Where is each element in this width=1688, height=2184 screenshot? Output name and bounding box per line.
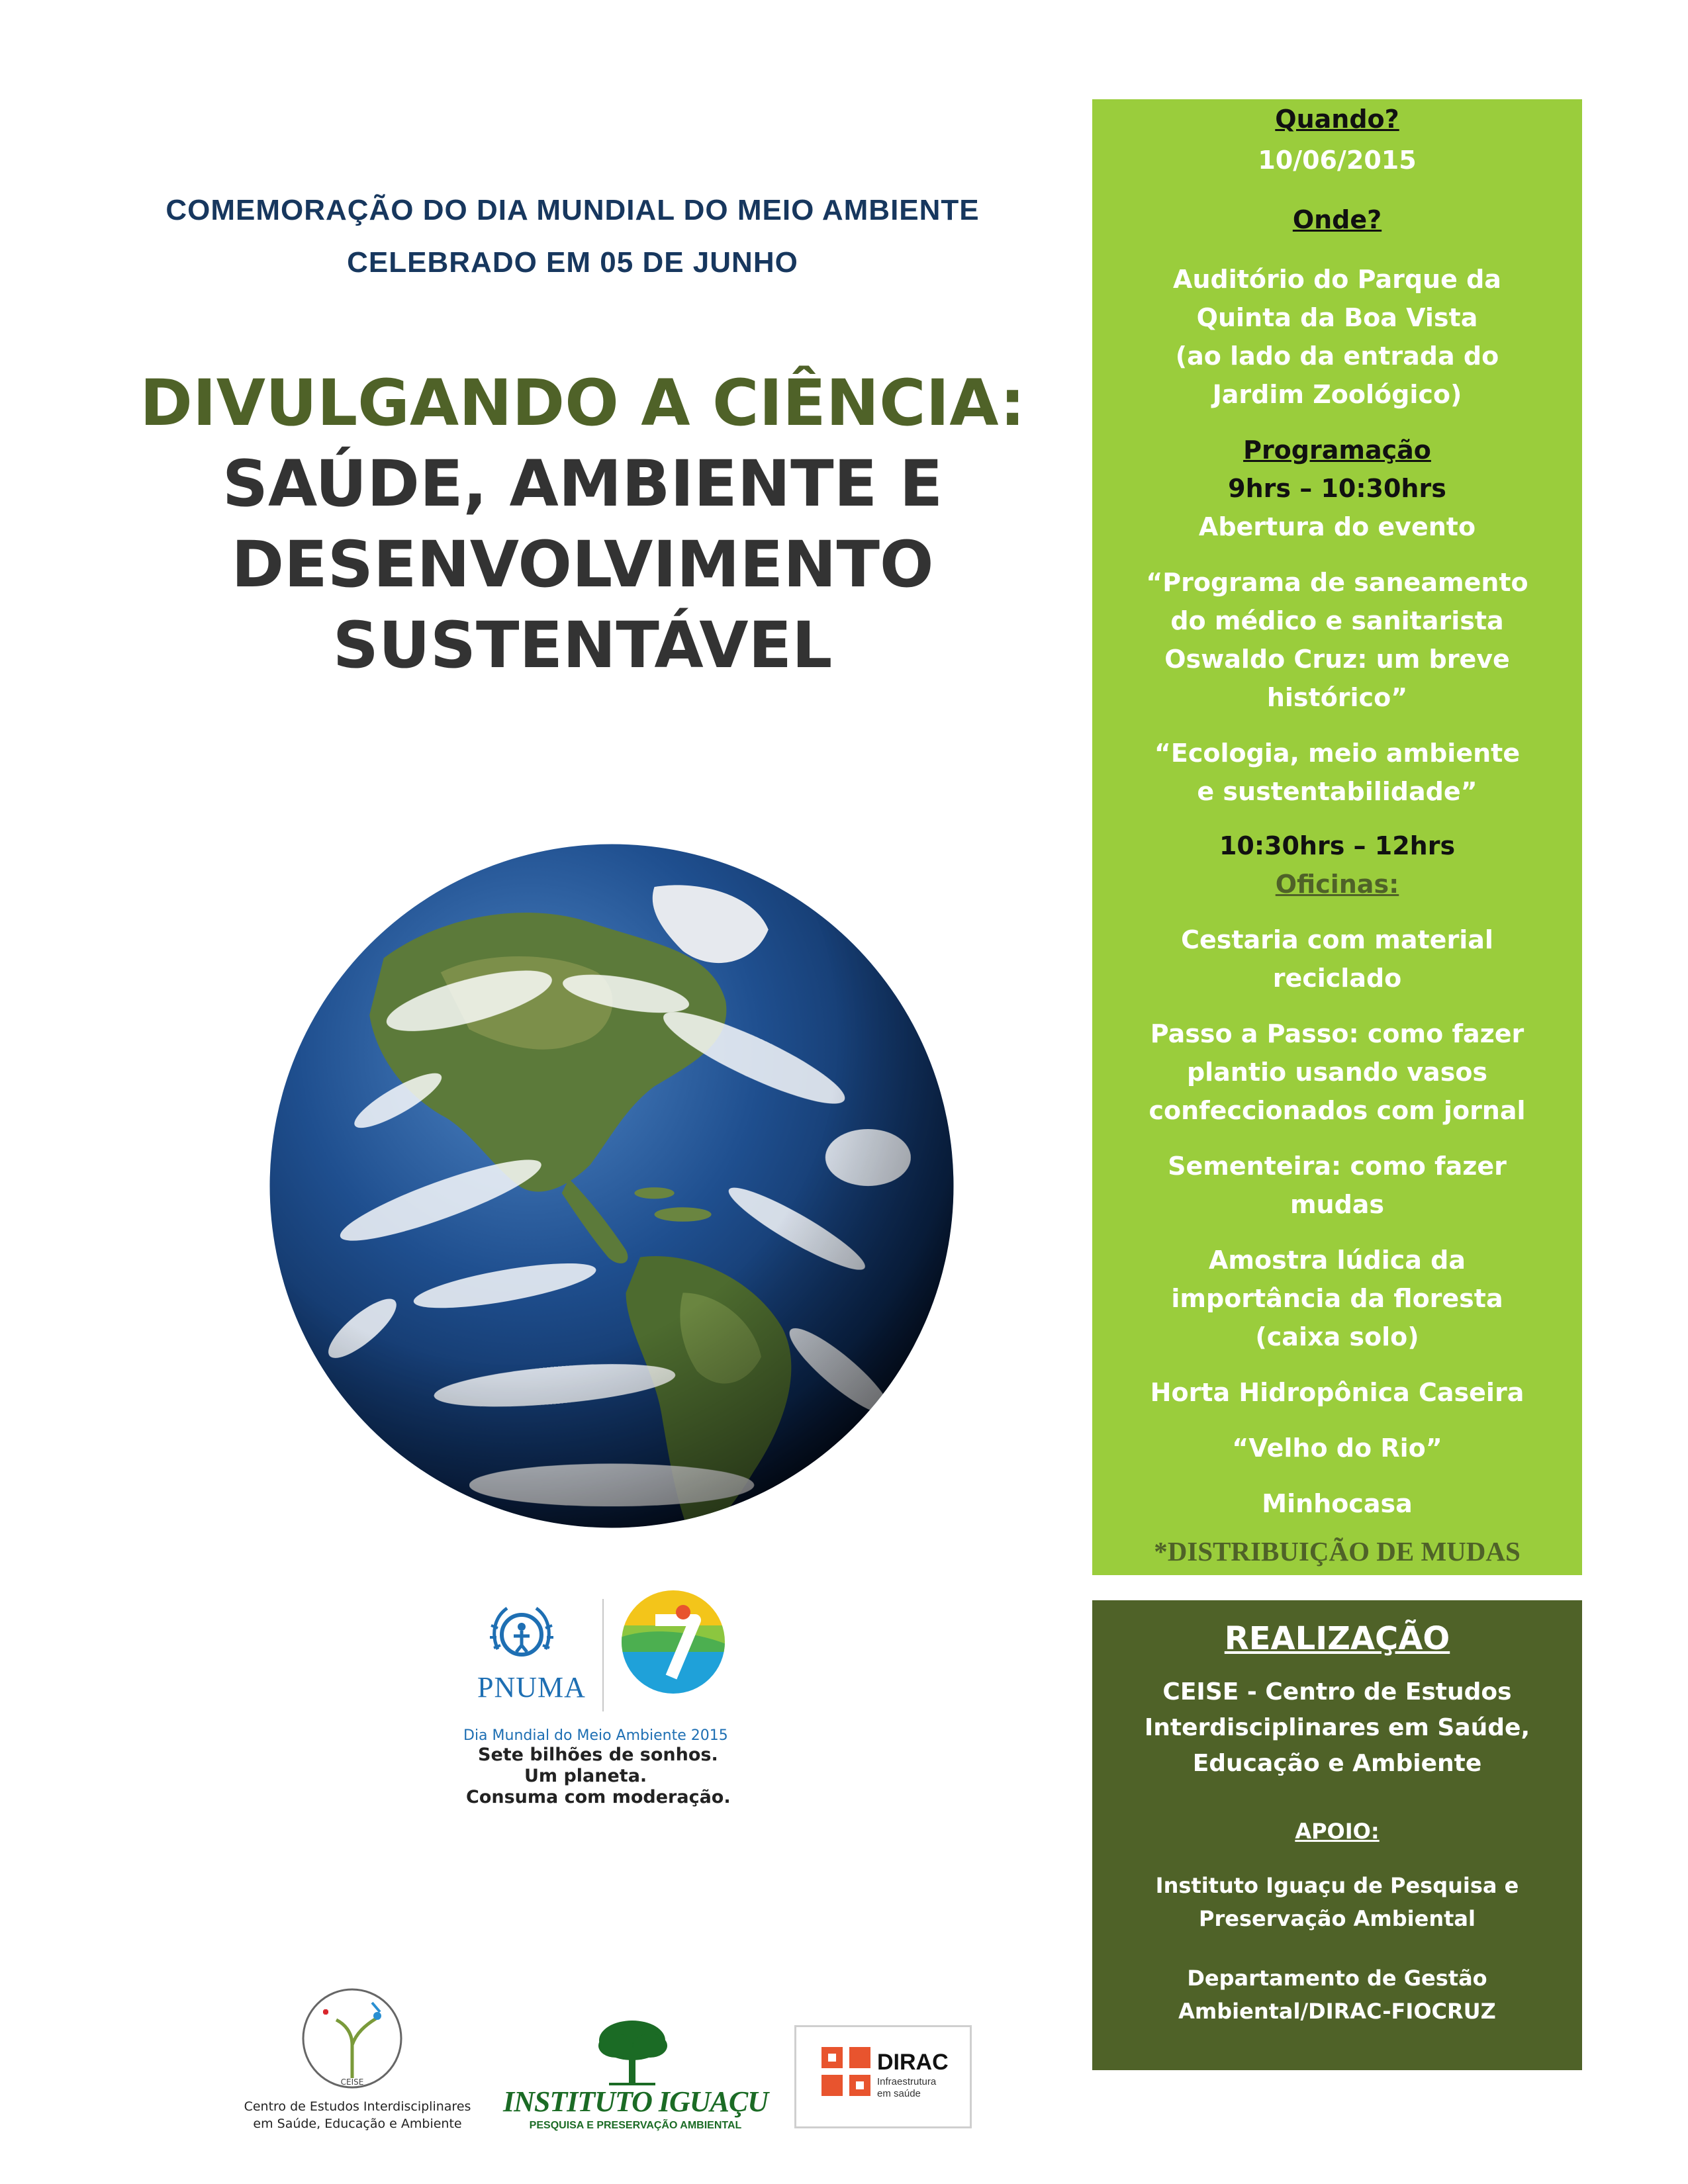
place-line-1: Auditório do Parque da [1173, 265, 1501, 294]
earth-image [256, 830, 968, 1542]
earth-globe-icon [256, 830, 968, 1542]
talk2-line-2: e sustentabilidade” [1197, 777, 1477, 806]
workshop3-line-1: Sementeira: como fazer [1168, 1152, 1507, 1181]
dirac-sub-2: em saúde [877, 2088, 921, 2099]
organizer-line-3: Educação e Ambiente [1192, 1750, 1482, 1777]
workshop4-line-1: Amostra lúdica da [1208, 1246, 1466, 1275]
title-line-4: SUSTENTÁVEL [332, 608, 833, 682]
workshop1-line-1: Cestaria com material [1181, 925, 1493, 954]
ceise-mark-text: CEISE [340, 2077, 364, 2087]
dirac-sub-1: Infraestrutura [877, 2076, 937, 2087]
organizer-line-2: Interdisciplinares em Saúde, [1144, 1714, 1530, 1741]
talk2-line-1: “Ecologia, meio ambiente [1154, 739, 1521, 768]
pnuma-tagline-2: Um planeta. [524, 1766, 647, 1786]
session2-time: 10:30hrs – 12hrs [1219, 831, 1456, 860]
dirac-mark-icon [821, 2047, 870, 2096]
header-line-1: COMEMORAÇÃO DO DIA MUNDIAL DO MEIO AMBIENTE [165, 194, 980, 226]
title-line-2: SAÚDE, AMBIENTE E [222, 447, 943, 521]
workshop6: “Velho do Rio” [1232, 1433, 1442, 1463]
workshop5: Horta Hidropônica Caseira [1150, 1378, 1524, 1407]
workshop2-line-1: Passo a Passo: como fazer [1150, 1019, 1524, 1048]
session1-title: Abertura do evento [1198, 512, 1476, 541]
workshop3-line-2: mudas [1289, 1190, 1385, 1219]
instituto-iguacu-logo [496, 2015, 774, 2134]
ceise-caption-2: em Saúde, Educação e Ambiente [253, 2116, 462, 2131]
talk1-line-3: Oswaldo Cruz: um breve [1164, 645, 1510, 674]
event-info-panel [1092, 99, 1582, 1575]
place-line-3: (ao lado da entrada do [1175, 341, 1499, 371]
workshop4-line-2: importância da floresta [1171, 1284, 1503, 1313]
ceise-logo-icon [299, 1985, 405, 2091]
session1-time: 9hrs – 10:30hrs [1228, 474, 1446, 503]
iguacu-name: INSTITUTO IGUAÇU [502, 2085, 769, 2118]
organizer-line-1: CEISE - Centro de Estudos [1162, 1678, 1512, 1706]
workshop4-line-3: (caixa solo) [1255, 1322, 1419, 1351]
title-line-3: DESENVOLVIMENTO [231, 527, 934, 602]
support2-line-2: Ambiental/DIRAC-FIOCRUZ [1178, 1999, 1496, 2024]
talk1-line-4: histórico” [1266, 683, 1408, 712]
where-label: Onde? [1292, 205, 1382, 234]
workshop2-line-2: plantio usando vasos [1186, 1058, 1488, 1087]
ceise-caption-1: Centro de Estudos Interdisciplinares [244, 2099, 471, 2114]
header-line-2: CELEBRADO EM 05 DE JUNHO [347, 246, 798, 279]
credits-title: REALIZAÇÃO [1224, 1620, 1450, 1657]
workshop2-line-3: confeccionados com jornal [1149, 1096, 1526, 1125]
support-label: APOIO: [1295, 1819, 1380, 1844]
dirac-logo [794, 2025, 972, 2128]
logo-divider [602, 1599, 604, 1711]
when-label: Quando? [1275, 105, 1399, 134]
distribution-note: *DISTRIBUIÇÃO DE MUDAS [1154, 1536, 1521, 1567]
wed-2015-seven-icon [617, 1586, 729, 1698]
support2-line-1: Departamento de Gestão [1187, 1966, 1487, 1991]
workshops-label: Oficinas: [1275, 870, 1399, 899]
place-line-2: Quinta da Boa Vista [1196, 303, 1478, 332]
pnuma-tagline-3: Consuma com moderação. [466, 1787, 731, 1807]
workshop1-line-2: reciclado [1272, 964, 1402, 993]
support1-line-1: Instituto Iguaçu de Pesquisa e [1155, 1873, 1519, 1898]
dirac-name: DIRAC [877, 2050, 949, 2075]
pnuma-tagline-1: Sete bilhões de sonhos. [478, 1745, 718, 1765]
credits-panel [1092, 1600, 1582, 2070]
event-date: 10/06/2015 [1258, 146, 1417, 175]
main-title [99, 363, 1066, 686]
place-line-4: Jardim Zoológico) [1212, 380, 1462, 409]
support1-line-2: Preservação Ambiental [1199, 1906, 1476, 1931]
un-emblem-icon [489, 1602, 555, 1668]
talk1-line-1: “Programa de saneamento [1146, 568, 1528, 597]
tree-icon [596, 2015, 669, 2088]
pnuma-wordmark: PNUMA [477, 1671, 586, 1704]
talk1-line-2: do médico e sanitarista [1170, 606, 1504, 635]
program-label: Programação [1243, 435, 1431, 465]
workshop7: Minhocasa [1262, 1489, 1413, 1518]
iguacu-subtitle: PESQUISA E PRESERVAÇÃO AMBIENTAL [529, 2120, 742, 2131]
pnuma-tagline-0: Dia Mundial do Meio Ambiente 2015 [463, 1727, 728, 1744]
title-line-1: DIVULGANDO A CIÊNCIA: [140, 366, 1025, 440]
